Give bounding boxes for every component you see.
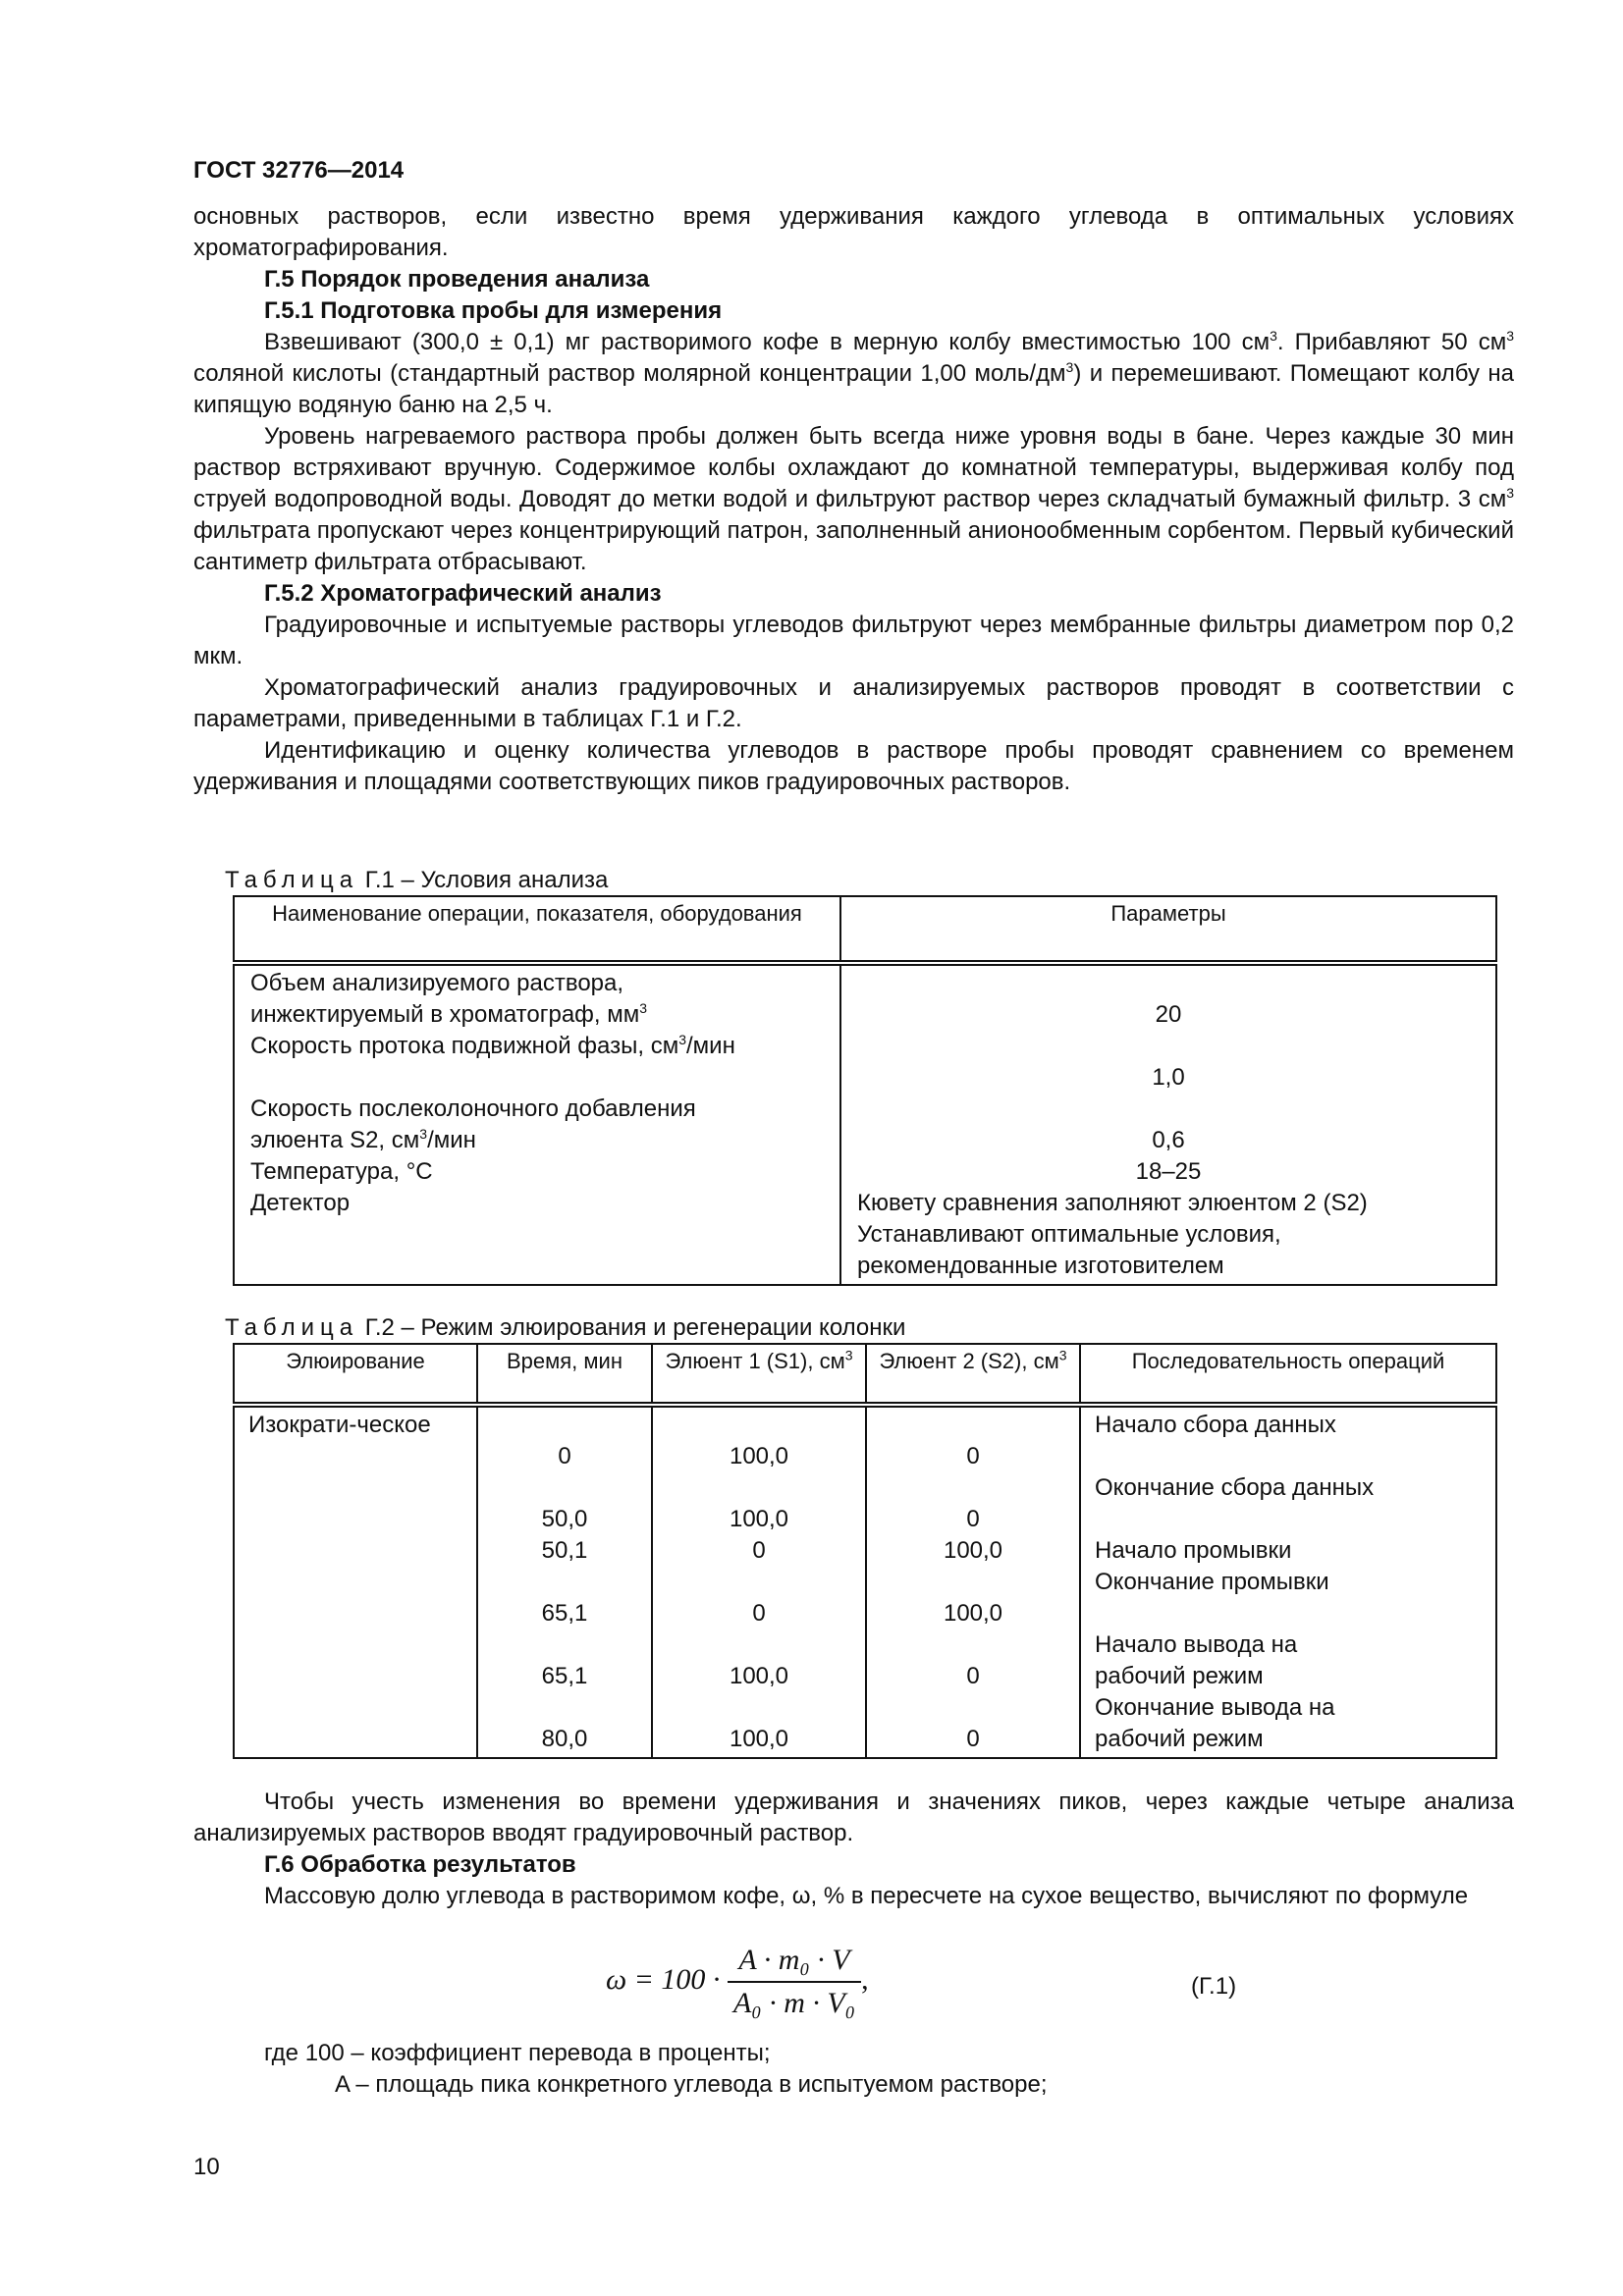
table-cell: Изократи-ческое bbox=[234, 1405, 477, 1758]
table-header-cell: Элюент 1 (S1), $см^3$ bbox=[652, 1344, 866, 1405]
paragraph: Взвешивают (300,0 ± 0,1) мг растворимого кофе в мерную колбу вместимостью 100 $см^3$. Прибавляют 50 $см^3$ соляной кислоты (стандартный раствор молярной концентрации 1,00 моль/$дм^3$) и перемешивают. Помещают колбу на кипящую водяную баню на 2,5 ч. bbox=[193, 328, 1514, 418]
paragraph: Чтобы учесть изменения во времени удерживания и значениях пиков, через каждые четыре анализа анализируемых растворов вводят градуировочный раствор. bbox=[193, 1789, 1514, 1846]
formula-fraction: $\frac{\text{A · m₀ · V}}{\text{A₀ · m · V₀}}$ bbox=[728, 1944, 861, 2020]
paragraph: Массовую долю углевода в растворимом кофе, ω, % в пересчете на сухое вещество, вычисляют по формуле bbox=[264, 1883, 1469, 1909]
document-header: ГОСТ 32776—2014 bbox=[193, 157, 405, 184]
table2-caption: Таблица Г.2 – Режим элюирования и регенерации колонки bbox=[225, 1314, 906, 1341]
table-header-cell: Элюент 2 (S2), $см^3$ bbox=[866, 1344, 1080, 1405]
section-heading: Г.6 Обработка результатов bbox=[264, 1851, 576, 1878]
table-header-cell: Время, мин bbox=[477, 1344, 652, 1405]
table-row bbox=[234, 1405, 1496, 1758]
subsection-heading: Г.5.1 Подготовка пробы для измерения bbox=[264, 297, 723, 324]
table-cell: 0 0 100,0 100,0 0 0 bbox=[866, 1405, 1080, 1758]
table-row bbox=[234, 963, 1496, 1285]
paragraph: Хроматографический анализ градуировочных и анализируемых растворов проводят в соответствии с параметрами, приведенными в таблицах Г.1 и Г.2. bbox=[193, 674, 1514, 732]
table-header-cell: Элюирование bbox=[234, 1344, 477, 1405]
results-text bbox=[193, 1787, 1514, 1912]
table-elution-mode bbox=[233, 1343, 1497, 1759]
paragraph: Уровень нагреваемого раствора пробы должен быть всегда ниже уровня воды в бане. Через каждые 30 мин раствор встряхивают вручную. Содержимое колбы охлаждают до комнатной температуры, выдерживая колбу под струей водопроводной воды. Доводят до метки водой и фильтруют раствор через складчатый бумажный фильтр. 3 $см^3$ фильтрата пропускают через концентрирующий патрон, заполненный анионообменным сорбентом. Первый кубический сантиметр фильтрата отбрасывают. bbox=[193, 423, 1514, 575]
table-header-cell: Параметры bbox=[840, 896, 1496, 963]
body-text bbox=[193, 201, 1514, 798]
table-cell: 20 1,0 0,6 18–25 Кювету сравнения заполняют элюентом 2 (S2) Устанавливают оптимальные условия, рекомендованные изготовителем bbox=[840, 963, 1496, 1285]
table-cell: 0 50,0 50,1 65,1 65,1 80,0 bbox=[477, 1405, 652, 1758]
section-heading: Г.5 Порядок проведения анализа bbox=[264, 266, 650, 293]
formula-legend: A – площадь пика конкретного углевода в испытуемом растворе; bbox=[335, 2071, 1048, 2098]
equation-number: (Г.1) bbox=[1191, 1973, 1237, 2000]
table-cell: Начало сбора данных Окончание сбора данных Начало промывки Окончание промывки Начало вывода на рабочий режим Окончание вывода на рабочий режим bbox=[1080, 1405, 1496, 1758]
page-number: 10 bbox=[193, 2154, 220, 2180]
paragraph: основных растворов, если известно время удерживания каждого углевода в оптимальных условиях хроматографирования. bbox=[193, 203, 1514, 261]
table-cell: Объем анализируемого раствора, инжектируемый в хроматограф, $мм^3$ Скорость протока подвижной фазы, $см^3$/мин Скорость послеколоночного добавления элюента S2, $см^3$/мин Температура, °С Детектор bbox=[234, 963, 840, 1285]
table-analysis-conditions bbox=[233, 895, 1497, 1286]
table-header-cell: Последовательность операций bbox=[1080, 1344, 1496, 1405]
formula-legend: где 100 – коэффициент перевода в проценты; bbox=[264, 2040, 771, 2066]
subsection-heading: Г.5.2 Хроматографический анализ bbox=[264, 580, 662, 607]
paragraph: Градуировочные и испытуемые растворы углеводов фильтруют через мембранные фильтры диаметром пор 0,2 мкм. bbox=[193, 612, 1514, 669]
table1-caption: Таблица Г.1 – Условия анализа bbox=[225, 867, 609, 893]
formula-g1: ω = 100 · $\frac{\text{A · m₀ · V}}{\text{A₀ · m · V₀}}$ , bbox=[606, 1944, 869, 2019]
table-cell: 100,0 100,0 0 0 100,0 100,0 bbox=[652, 1405, 866, 1758]
paragraph: Идентификацию и оценку количества углеводов в растворе пробы проводят сравнением со временем удерживания и площадями соответствующих пиков градуировочных растворов. bbox=[193, 737, 1514, 795]
table-header-cell: Наименование операции, показателя, оборудования bbox=[234, 896, 840, 963]
